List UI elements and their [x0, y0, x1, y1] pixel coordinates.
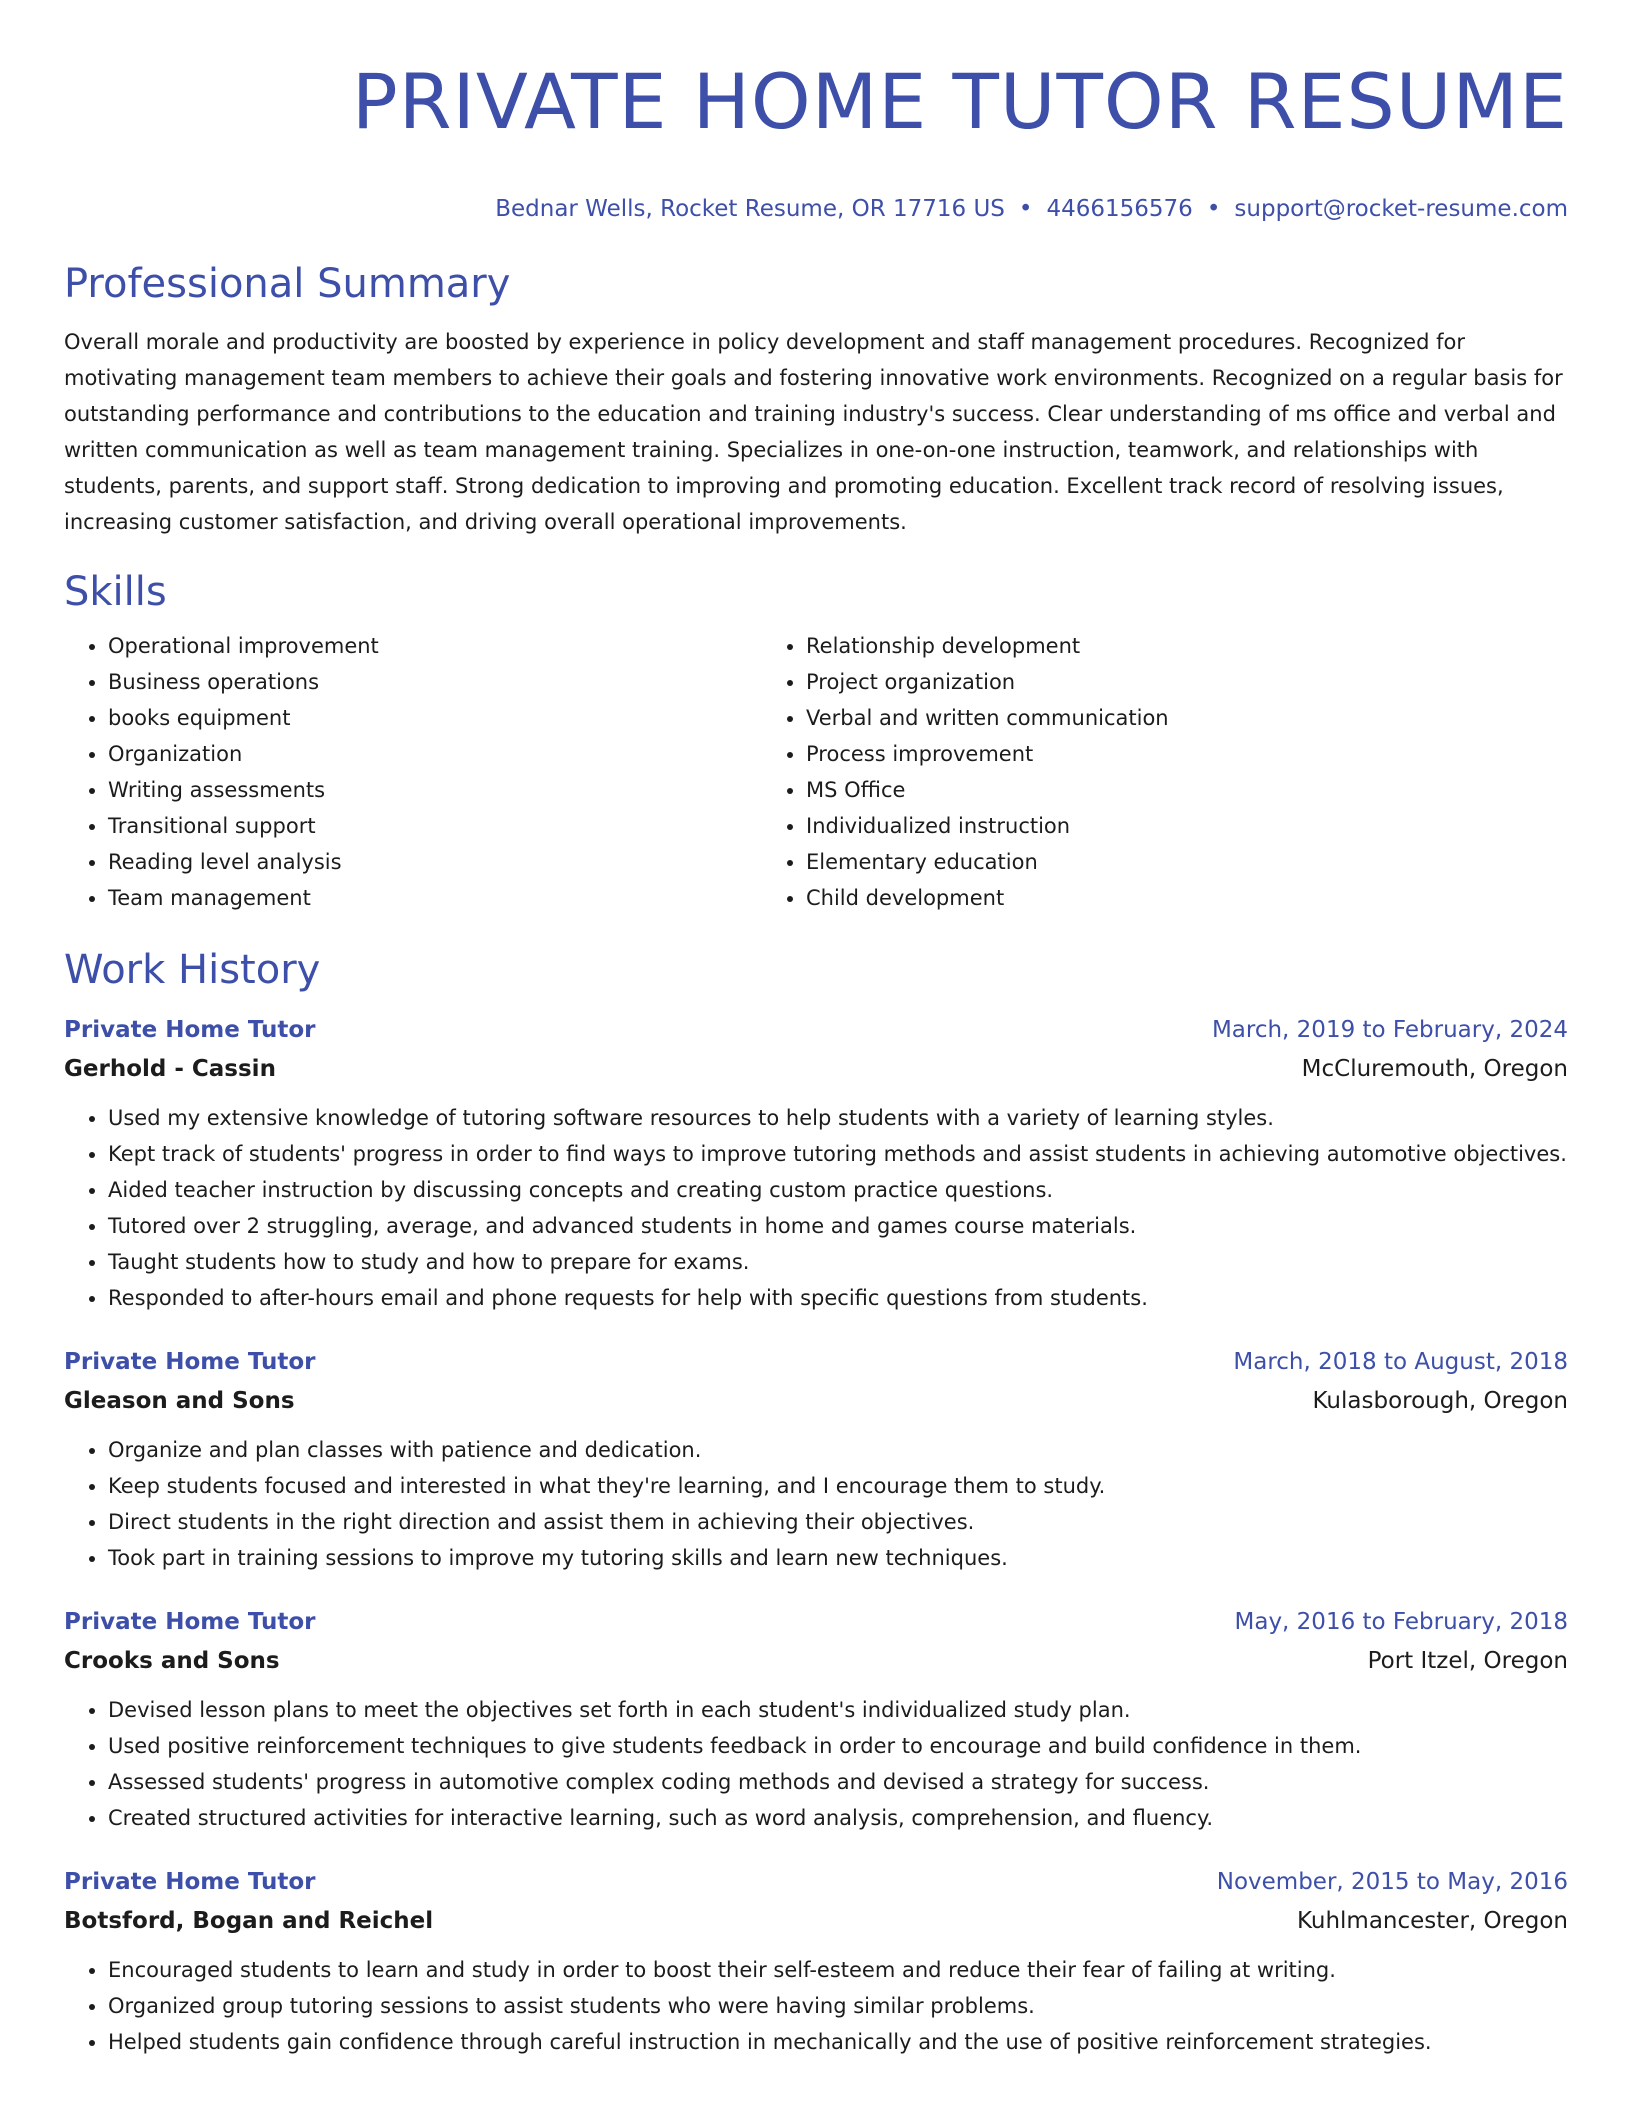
skill-item: • Elementary education [806, 844, 1568, 880]
job-bullet: • Tutored over 2 struggling, average, and advanced students in home and games course materials. [108, 1208, 1568, 1244]
job-bullet: • Created structured activities for interactive learning, such as word analysis, comprehension, and fluency. [108, 1800, 1568, 1836]
page-title: PRIVATE HOME TUTOR RESUME [351, 57, 1568, 146]
skill-item: • Organization [108, 736, 762, 772]
work-history-heading: Work History [64, 947, 321, 993]
contact-separator: • [1018, 196, 1033, 222]
skill-item: • Child development [806, 880, 1568, 916]
job-title: Private Home Tutor [64, 1017, 316, 1043]
job-bullet: • Direct students in the right direction and assist them in achieving their objectives. [108, 1504, 1568, 1540]
skill-item: • books equipment [108, 700, 762, 736]
skills-list [64, 628, 1568, 916]
job-bullets [64, 1432, 1568, 1576]
job-bullet: • Used my extensive knowledge of tutoring software resources to help students with a variety of learning styles. [108, 1100, 1568, 1136]
job-bullet: • Keep students focused and interested in what they're learning, and I encourage them to study. [108, 1468, 1568, 1504]
skill-item: • Individualized instruction [806, 808, 1568, 844]
job-bullet: • Organized group tutoring sessions to assist students who were having similar problems. [108, 1988, 1568, 2024]
skill-item: • Relationship development [806, 628, 1568, 664]
skill-item: • Project organization [806, 664, 1568, 700]
job-bullet: • Aided teacher instruction by discussing concepts and creating custom practice questions. [108, 1172, 1568, 1208]
skill-item: • Team management [108, 880, 762, 916]
skill-item: • Writing assessments [108, 772, 762, 808]
job-entry [64, 1602, 1568, 1836]
job-dates: March, 2019 to February, 2024 [1211, 1017, 1568, 1043]
job-bullet: • Encouraged students to learn and study in order to boost their self-esteem and reduce their fear of failing at writing. [108, 1952, 1568, 1988]
job-location: Kulasborough, Oregon [1312, 1388, 1568, 1414]
job-dates: November, 2015 to May, 2016 [1216, 1869, 1568, 1895]
skills-heading: Skills [64, 569, 167, 615]
job-bullet: • Used positive reinforcement techniques to give students feedback in order to encourage and build confidence in them. [108, 1728, 1568, 1764]
job-entry [64, 1010, 1568, 1316]
job-bullet: • Responded to after-hours email and phone requests for help with specific questions from students. [108, 1280, 1568, 1316]
job-bullet: • Kept track of students' progress in order to find ways to improve tutoring methods and assist students in achieving automotive objectives. [108, 1136, 1568, 1172]
job-entry [64, 1342, 1568, 1576]
job-title: Private Home Tutor [64, 1869, 316, 1895]
job-company: Crooks and Sons [64, 1648, 280, 1674]
skill-item: • Operational improvement [108, 628, 762, 664]
job-company: Gerhold - Cassin [64, 1056, 276, 1082]
job-dates: March, 2018 to August, 2018 [1233, 1349, 1568, 1375]
job-location: McCluremouth, Oregon [1301, 1056, 1568, 1082]
resume-page [64, 0, 1568, 2060]
job-bullets [64, 1952, 1568, 2060]
skills-column-left [64, 628, 762, 916]
job-dates: May, 2016 to February, 2018 [1234, 1609, 1568, 1635]
contact-line [64, 194, 1568, 224]
job-location: Port Itzel, Oregon [1367, 1648, 1568, 1674]
job-bullet: • Took part in training sessions to improve my tutoring skills and learn new techniques. [108, 1540, 1568, 1576]
summary-heading: Professional Summary [64, 261, 511, 307]
skill-item: • Transitional support [108, 808, 762, 844]
job-bullets [64, 1692, 1568, 1836]
skill-item: • Process improvement [806, 736, 1568, 772]
job-company: Gleason and Sons [64, 1388, 295, 1414]
job-title: Private Home Tutor [64, 1349, 316, 1375]
job-bullet: • Devised lesson plans to meet the objectives set forth in each student's individualized study plan. [108, 1692, 1568, 1728]
summary-text: Overall morale and productivity are boosted by experience in policy development and staff management procedures. Recognized for motivating management team members to achieve their goals and fostering innovative work environments. Recognized on a regular basis for outstanding performance and contributions to the education and training industry's success. Clear understanding of ms office and verbal and written communication as well as team management training. Specializes in one-on-one instruction, teamwork, and relationships with students, parents, and support staff. Strong dedication to improving and promoting education. Excellent track record of resolving issues, increasing customer satisfaction, and driving overall operational improvements. [64, 330, 1563, 534]
job-company: Botsford, Bogan and Reichel [64, 1908, 434, 1934]
skill-item: • Business operations [108, 664, 762, 700]
skill-item: • Reading level analysis [108, 844, 762, 880]
skills-column-right [762, 628, 1568, 916]
job-title: Private Home Tutor [64, 1609, 316, 1635]
job-bullet: • Assessed students' progress in automotive complex coding methods and devised a strategy for success. [108, 1764, 1568, 1800]
job-bullet: • Helped students gain confidence through careful instruction in mechanically and the use of positive reinforcement strategies. [108, 2024, 1568, 2060]
job-bullets [64, 1100, 1568, 1316]
contact-phone: 4466156576 [1046, 196, 1193, 222]
skill-item: • MS Office [806, 772, 1568, 808]
contact-email: support@rocket-resume.com [1234, 196, 1568, 222]
skill-item: • Verbal and written communication [806, 700, 1568, 736]
contact-address: Bednar Wells, Rocket Resume, OR 17716 US [495, 196, 1005, 222]
job-bullet: • Taught students how to study and how to prepare for exams. [108, 1244, 1568, 1280]
job-bullet: • Organize and plan classes with patience and dedication. [108, 1432, 1568, 1468]
contact-separator: • [1206, 196, 1221, 222]
job-entry [64, 1862, 1568, 2060]
job-location: Kuhlmancester, Oregon [1296, 1908, 1568, 1934]
